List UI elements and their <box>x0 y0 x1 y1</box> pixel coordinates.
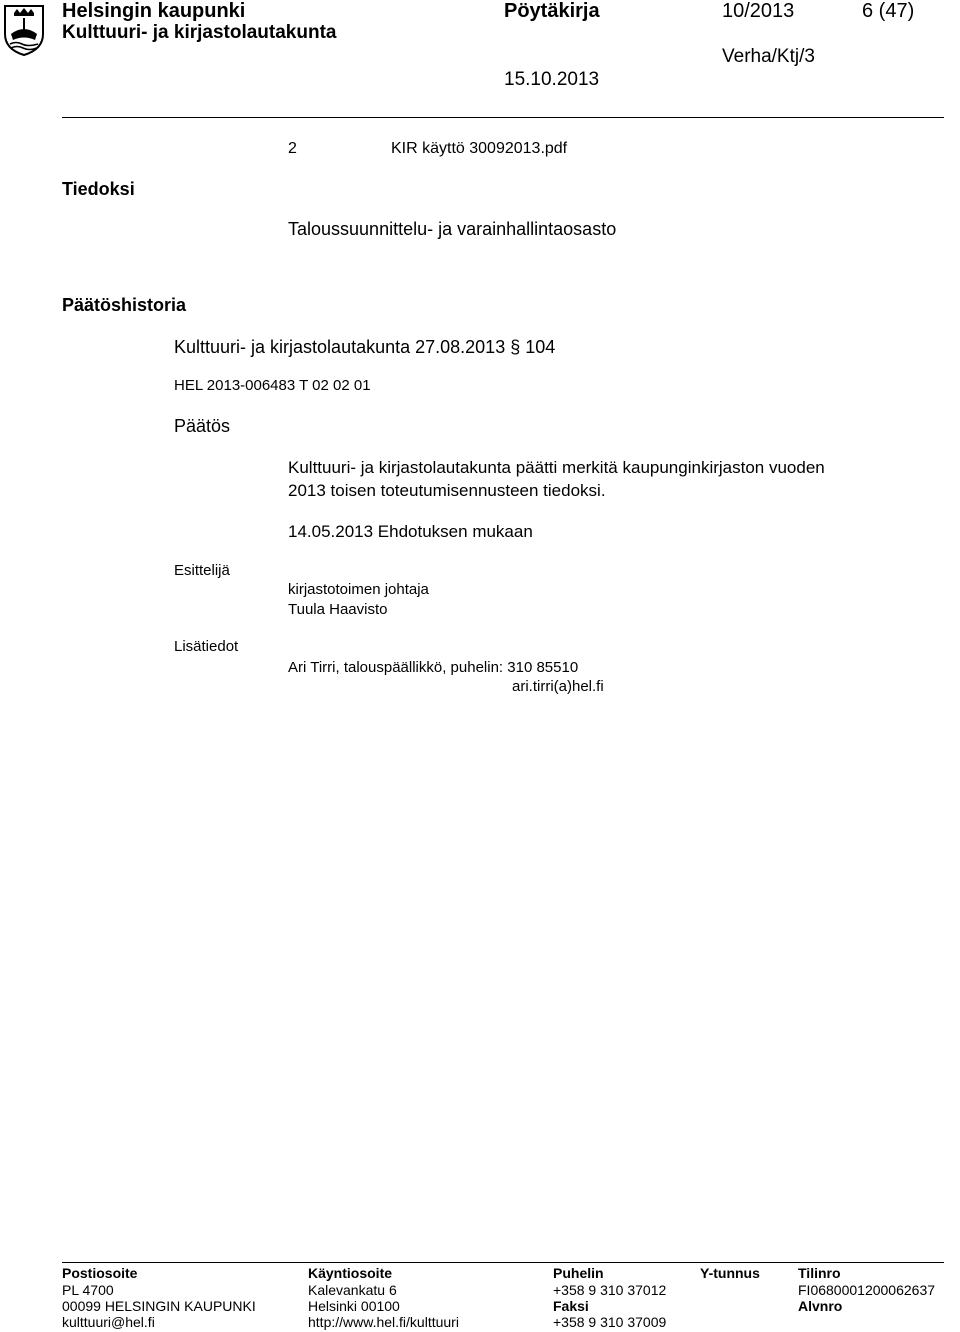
history-meeting-line <box>174 337 555 358</box>
footer-kayntiosoite-2: Helsinki 00100 <box>308 1298 400 1314</box>
footer-puhelin-value: +358 9 310 37012 <box>553 1282 667 1298</box>
contact-email[interactable]: ari.tirri(a)hel.fi <box>512 678 604 695</box>
presenter-title: kirjastotoimen johtaja <box>288 581 429 598</box>
proposal-note: 14.05.2013 Ehdotuksen mukaan <box>288 522 533 541</box>
section-heading-tiedoksi: Tiedoksi <box>62 179 135 199</box>
attachment-number: 2 <box>288 140 297 157</box>
footer-puhelin-label: Puhelin <box>553 1265 604 1281</box>
reference-code: Verha/Ktj/3 <box>722 46 815 67</box>
section-heading-decision-history: Päätöshistoria <box>62 295 187 315</box>
footer-kayntiosoite-label: Käyntiosoite <box>308 1265 393 1281</box>
footer-postiosoite-2: 00099 HELSINGIN KAUPUNKI <box>62 1298 256 1314</box>
case-id: HEL 2013-006483 T 02 02 01 <box>174 377 371 394</box>
history-section-number: 104 <box>525 337 556 357</box>
header-divider <box>62 117 944 118</box>
presenter-label: Esittelijä <box>174 562 230 579</box>
footer-ytunnus-label: Y-tunnus <box>700 1265 760 1281</box>
helsinki-crest-logo <box>2 4 46 56</box>
info-label: Lisätiedot <box>174 638 239 655</box>
section-symbol: § <box>510 337 521 357</box>
footer-faksi-label: Faksi <box>553 1298 589 1314</box>
footer-website-link[interactable]: http://www.hel.fi/kulttuuri <box>308 1314 459 1330</box>
footer-kayntiosoite-1: Kalevankatu 6 <box>308 1282 397 1298</box>
footer-alvnro-label: Alvnro <box>798 1298 843 1314</box>
decision-label: Päätös <box>174 416 231 436</box>
attachment-link[interactable]: KIR käyttö 30092013.pdf <box>391 140 568 157</box>
footer-email-link[interactable]: kulttuuri@hel.fi <box>62 1314 155 1330</box>
contact-person: Ari Tirri, talouspäällikkö, puhelin: 310 85510 <box>288 659 579 676</box>
page-number: 6 (47) <box>862 0 915 22</box>
decision-text-line1: Kulttuuri- ja kirjastolautakunta päätti merkitä kaupunginkirjaston vuoden <box>288 458 825 477</box>
history-meeting: Kulttuuri- ja kirjastolautakunta 27.08.2013 <box>174 337 506 357</box>
decision-text-line2: 2013 toisen toteutumisennusteen tiedoksi. <box>288 481 606 500</box>
document-type: Pöytäkirja <box>504 0 600 22</box>
document-number: 10/2013 <box>722 0 795 22</box>
board-name: Kulttuuri- ja kirjastolautakunta <box>62 22 337 43</box>
organization-name: Helsingin kaupunki <box>62 0 246 22</box>
footer-tilinro-label: Tilinro <box>798 1265 841 1281</box>
footer-faksi-value: +358 9 310 37009 <box>553 1314 667 1330</box>
footer-postiosoite-label: Postiosoite <box>62 1265 138 1281</box>
tiedoksi-recipient: Taloussuunnittelu- ja varainhallintaosasto <box>288 219 617 239</box>
presenter-name: Tuula Haavisto <box>288 601 388 618</box>
meeting-date: 15.10.2013 <box>504 69 600 90</box>
footer-tilinro-value: FI0680001200062637 <box>798 1282 936 1298</box>
footer-postiosoite-1: PL 4700 <box>62 1282 114 1298</box>
footer-divider <box>62 1262 944 1263</box>
